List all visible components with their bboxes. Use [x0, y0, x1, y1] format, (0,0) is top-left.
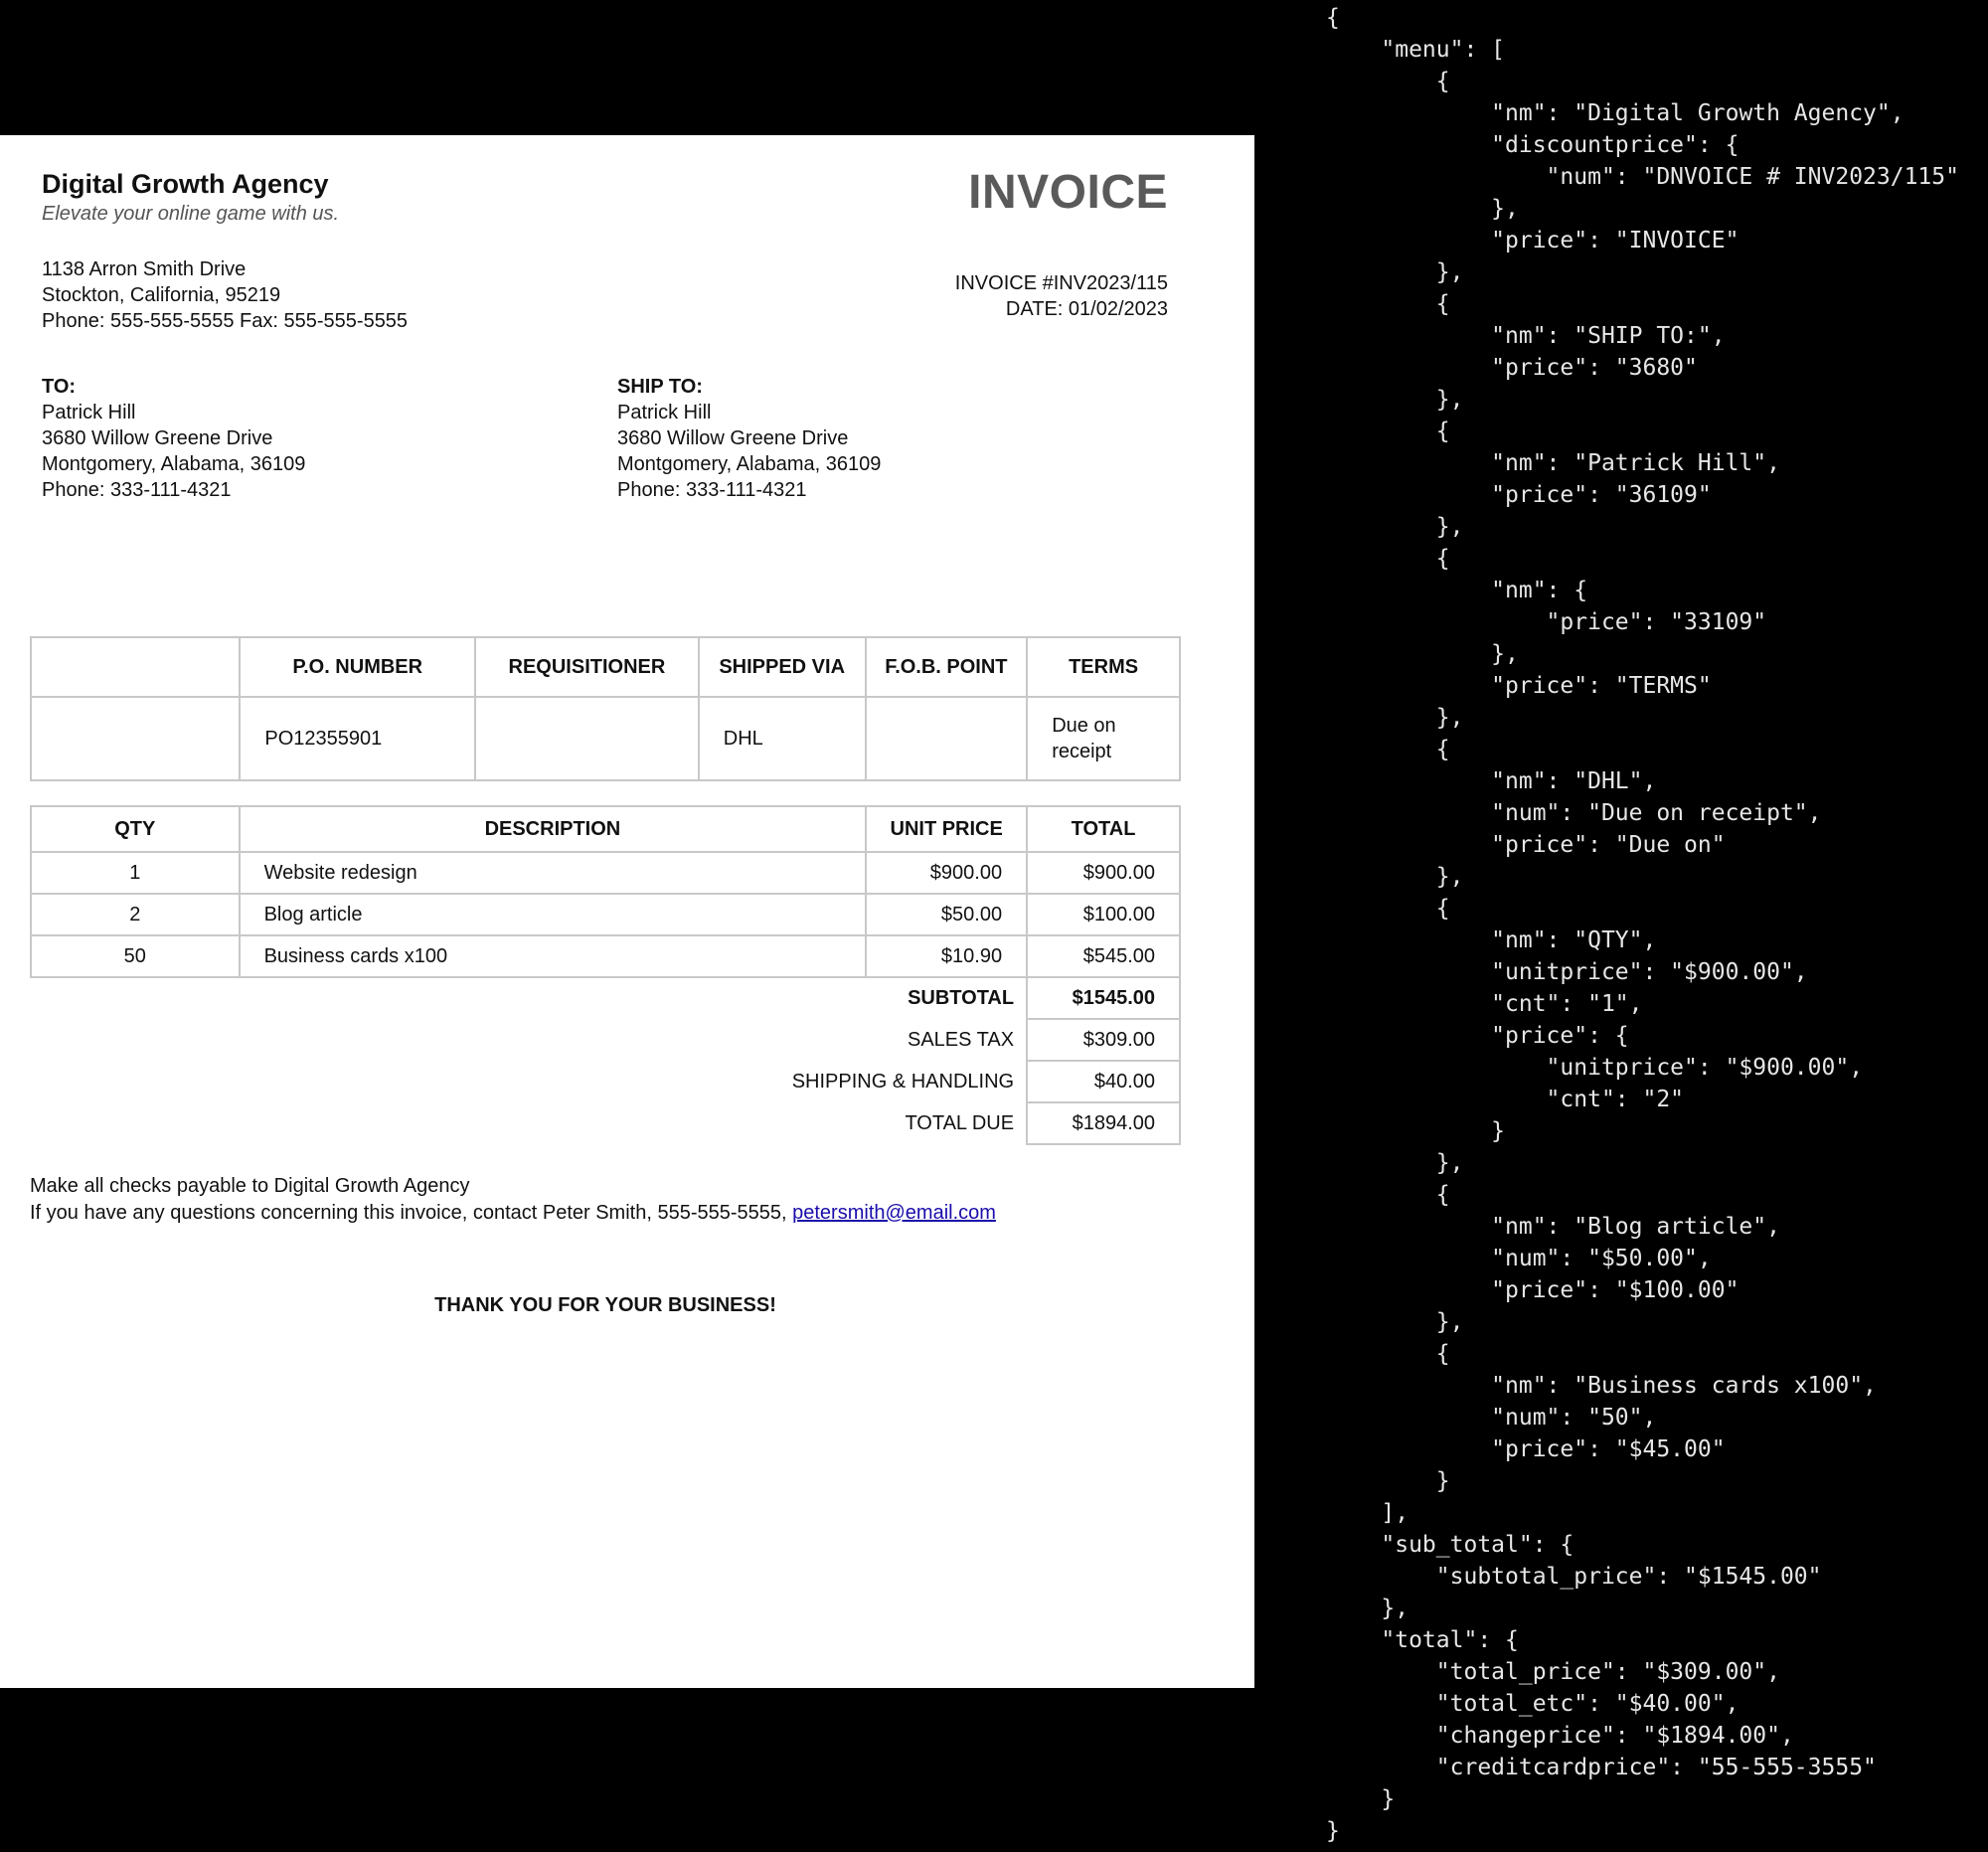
order-info-table	[30, 636, 1181, 781]
json-line: },	[1326, 641, 1519, 667]
json-line: "total": {	[1326, 1627, 1519, 1653]
sender-phone-fax: Phone: 555-555-5555 Fax: 555-555-5555	[42, 310, 409, 332]
json-line: "cnt": "1",	[1326, 991, 1643, 1017]
json-line: "subtotal_price": "$1545.00"	[1326, 1564, 1822, 1590]
json-line: "menu": [	[1326, 37, 1506, 63]
item-unit-price: $10.90	[866, 935, 1027, 977]
footer-notes	[30, 1173, 996, 1227]
spacer	[31, 1061, 240, 1102]
fob-point-header: F.O.B. POINT	[866, 637, 1028, 697]
shipped-via-header: SHIPPED VIA	[699, 637, 866, 697]
item-total: $545.00	[1027, 935, 1180, 977]
invoice-date: DATE: 01/02/2023	[1005, 298, 1168, 320]
requisitioner-value	[475, 697, 699, 780]
questions-note	[30, 1200, 996, 1227]
ship-to-name: Patrick Hill	[617, 402, 712, 423]
json-line: {	[1326, 1182, 1450, 1208]
total-due-row	[31, 1102, 1180, 1144]
bill-to-heading: TO:	[42, 376, 77, 398]
sales-tax-value: $309.00	[1027, 1019, 1180, 1061]
json-line: },	[1326, 705, 1464, 731]
json-line: "creditcardprice": "55-555-3555"	[1326, 1755, 1877, 1780]
json-line: {	[1326, 69, 1450, 94]
item-qty: 50	[31, 935, 240, 977]
json-line: "price": "33109"	[1326, 609, 1767, 635]
json-line: },	[1326, 514, 1464, 540]
order-info-value-blank	[31, 697, 240, 780]
ship-to-phone: Phone: 333-111-4321	[617, 479, 807, 501]
json-line: }	[1326, 1818, 1340, 1844]
thank-you-message: THANK YOU FOR YOUR BUSINESS!	[434, 1294, 776, 1316]
item-qty: 1	[31, 852, 240, 894]
sender-address	[42, 256, 408, 334]
json-line: "sub_total": {	[1326, 1532, 1574, 1558]
json-line: "num": "Due on receipt",	[1326, 800, 1822, 826]
item-unit-price: $900.00	[866, 852, 1027, 894]
invoice-number: INVOICE #INV2023/115	[954, 272, 1168, 294]
json-line: "discountprice": {	[1326, 132, 1740, 158]
json-line: "price": "36109"	[1326, 482, 1712, 508]
item-description: Website redesign	[240, 852, 867, 894]
spacer	[31, 1019, 240, 1061]
ship-to-block	[617, 374, 881, 503]
json-line: "price": "TERMS"	[1326, 673, 1712, 699]
terms-value: Due on receipt	[1027, 697, 1180, 780]
json-line: "changeprice": "$1894.00",	[1326, 1723, 1794, 1749]
invoice-meta	[955, 270, 1168, 322]
table-row	[31, 935, 1180, 977]
order-info-header-blank	[31, 637, 240, 697]
json-line: "nm": "Digital Growth Agency",	[1326, 100, 1905, 126]
qty-header: QTY	[31, 806, 240, 852]
order-info-value-row	[31, 697, 1180, 780]
ship-to-street: 3680 Willow Greene Drive	[617, 427, 849, 449]
subtotal-value: $1545.00	[1027, 977, 1180, 1019]
item-description: Business cards x100	[240, 935, 867, 977]
sender-city: Stockton, California, 95219	[42, 284, 281, 306]
contact-email-link[interactable]: petersmith@email.com	[792, 1202, 996, 1224]
json-line: "unitprice": "$900.00",	[1326, 1055, 1864, 1081]
item-total: $100.00	[1027, 894, 1180, 935]
invoice-title: INVOICE	[968, 166, 1168, 219]
item-qty: 2	[31, 894, 240, 935]
questions-text: If you have any questions concerning this invoice, contact Peter Smith, 555-555-5555,	[30, 1202, 793, 1224]
json-line: "price": "INVOICE"	[1326, 228, 1740, 253]
sales-tax-label: SALES TAX	[908, 1028, 1015, 1051]
ship-to-heading: SHIP TO:	[617, 376, 703, 398]
json-line: {	[1326, 737, 1450, 762]
json-line: {	[1326, 546, 1450, 572]
bill-to-city: Montgomery, Alabama, 36109	[42, 453, 306, 475]
json-line: "num": "50",	[1326, 1405, 1657, 1431]
table-row	[31, 852, 1180, 894]
table-row	[31, 894, 1180, 935]
bill-to-name: Patrick Hill	[42, 402, 136, 423]
json-line: "num": "DNVOICE # INV2023/115"	[1326, 164, 1959, 190]
bill-to-phone: Phone: 333-111-4321	[42, 479, 232, 501]
total-due-label: TOTAL DUE	[905, 1111, 1015, 1134]
line-items-table	[30, 805, 1181, 1145]
company-name: Digital Growth Agency	[42, 169, 329, 199]
json-line: },	[1326, 387, 1464, 413]
sender-street: 1138 Arron Smith Drive	[42, 258, 247, 280]
json-line: "nm": "Business cards x100",	[1326, 1373, 1877, 1399]
spacer	[31, 977, 240, 1019]
json-line: {	[1326, 896, 1450, 922]
json-line: "num": "$50.00",	[1326, 1246, 1712, 1271]
json-line: }	[1326, 1786, 1396, 1812]
terms-header: TERMS	[1027, 637, 1180, 697]
json-line: },	[1326, 1150, 1464, 1176]
subtotal-row	[31, 977, 1180, 1019]
json-line: "cnt": "2"	[1326, 1087, 1685, 1112]
json-line: "total_etc": "$40.00",	[1326, 1691, 1740, 1717]
json-line: "price": "Due on"	[1326, 832, 1726, 858]
json-line: {	[1326, 291, 1450, 317]
json-line: },	[1326, 1309, 1464, 1335]
json-line: "total_price": "$309.00",	[1326, 1659, 1780, 1685]
order-info-header-row	[31, 637, 1180, 697]
shipping-row	[31, 1061, 1180, 1102]
json-line: {	[1326, 5, 1340, 31]
item-total: $900.00	[1027, 852, 1180, 894]
json-line: "nm": {	[1326, 578, 1588, 603]
json-line: },	[1326, 864, 1464, 890]
bill-to-street: 3680 Willow Greene Drive	[42, 427, 273, 449]
shipped-via-value: DHL	[699, 697, 866, 780]
json-line: }	[1326, 1468, 1450, 1494]
json-line: ],	[1326, 1500, 1409, 1526]
json-line: {	[1326, 1341, 1450, 1367]
total-due-value: $1894.00	[1027, 1102, 1180, 1144]
json-line: "nm": "DHL",	[1326, 768, 1657, 794]
json-line: "nm": "SHIP TO:",	[1326, 323, 1726, 349]
json-line: "nm": "Blog article",	[1326, 1214, 1780, 1240]
json-line: "price": "$100.00"	[1326, 1277, 1740, 1303]
description-header: DESCRIPTION	[240, 806, 867, 852]
ship-to-city: Montgomery, Alabama, 36109	[617, 453, 882, 475]
invoice-document	[0, 135, 1254, 1688]
json-output-panel	[1326, 2, 1959, 1847]
bill-to-block	[42, 374, 305, 503]
json-line: "nm": "Patrick Hill",	[1326, 450, 1780, 476]
sales-tax-row	[31, 1019, 1180, 1061]
checks-note: Make all checks payable to Digital Growth Agency	[30, 1175, 470, 1197]
po-number-header: P.O. NUMBER	[240, 637, 475, 697]
item-unit-price: $50.00	[866, 894, 1027, 935]
json-line: "price": "3680"	[1326, 355, 1698, 381]
shipping-value: $40.00	[1027, 1061, 1180, 1102]
unit-price-header: UNIT PRICE	[866, 806, 1027, 852]
requisitioner-header: REQUISITIONER	[475, 637, 699, 697]
json-line: },	[1326, 259, 1464, 285]
json-line: "price": {	[1326, 1023, 1629, 1049]
total-header: TOTAL	[1027, 806, 1180, 852]
company-tagline: Elevate your online game with us.	[42, 203, 340, 225]
json-line: }	[1326, 1118, 1506, 1144]
json-line: },	[1326, 1596, 1409, 1621]
line-items-header-row	[31, 806, 1180, 852]
json-line: },	[1326, 196, 1519, 222]
json-line: "nm": "QTY",	[1326, 927, 1657, 953]
subtotal-label: SUBTOTAL	[908, 987, 1015, 1009]
fob-point-value	[866, 697, 1028, 780]
json-line: {	[1326, 419, 1450, 444]
spacer	[31, 1102, 240, 1144]
json-line: "price": "$45.00"	[1326, 1436, 1726, 1462]
json-line: "unitprice": "$900.00",	[1326, 959, 1808, 985]
item-description: Blog article	[240, 894, 867, 935]
shipping-label: SHIPPING & HANDLING	[791, 1070, 1015, 1093]
po-number-value: PO12355901	[240, 697, 475, 780]
